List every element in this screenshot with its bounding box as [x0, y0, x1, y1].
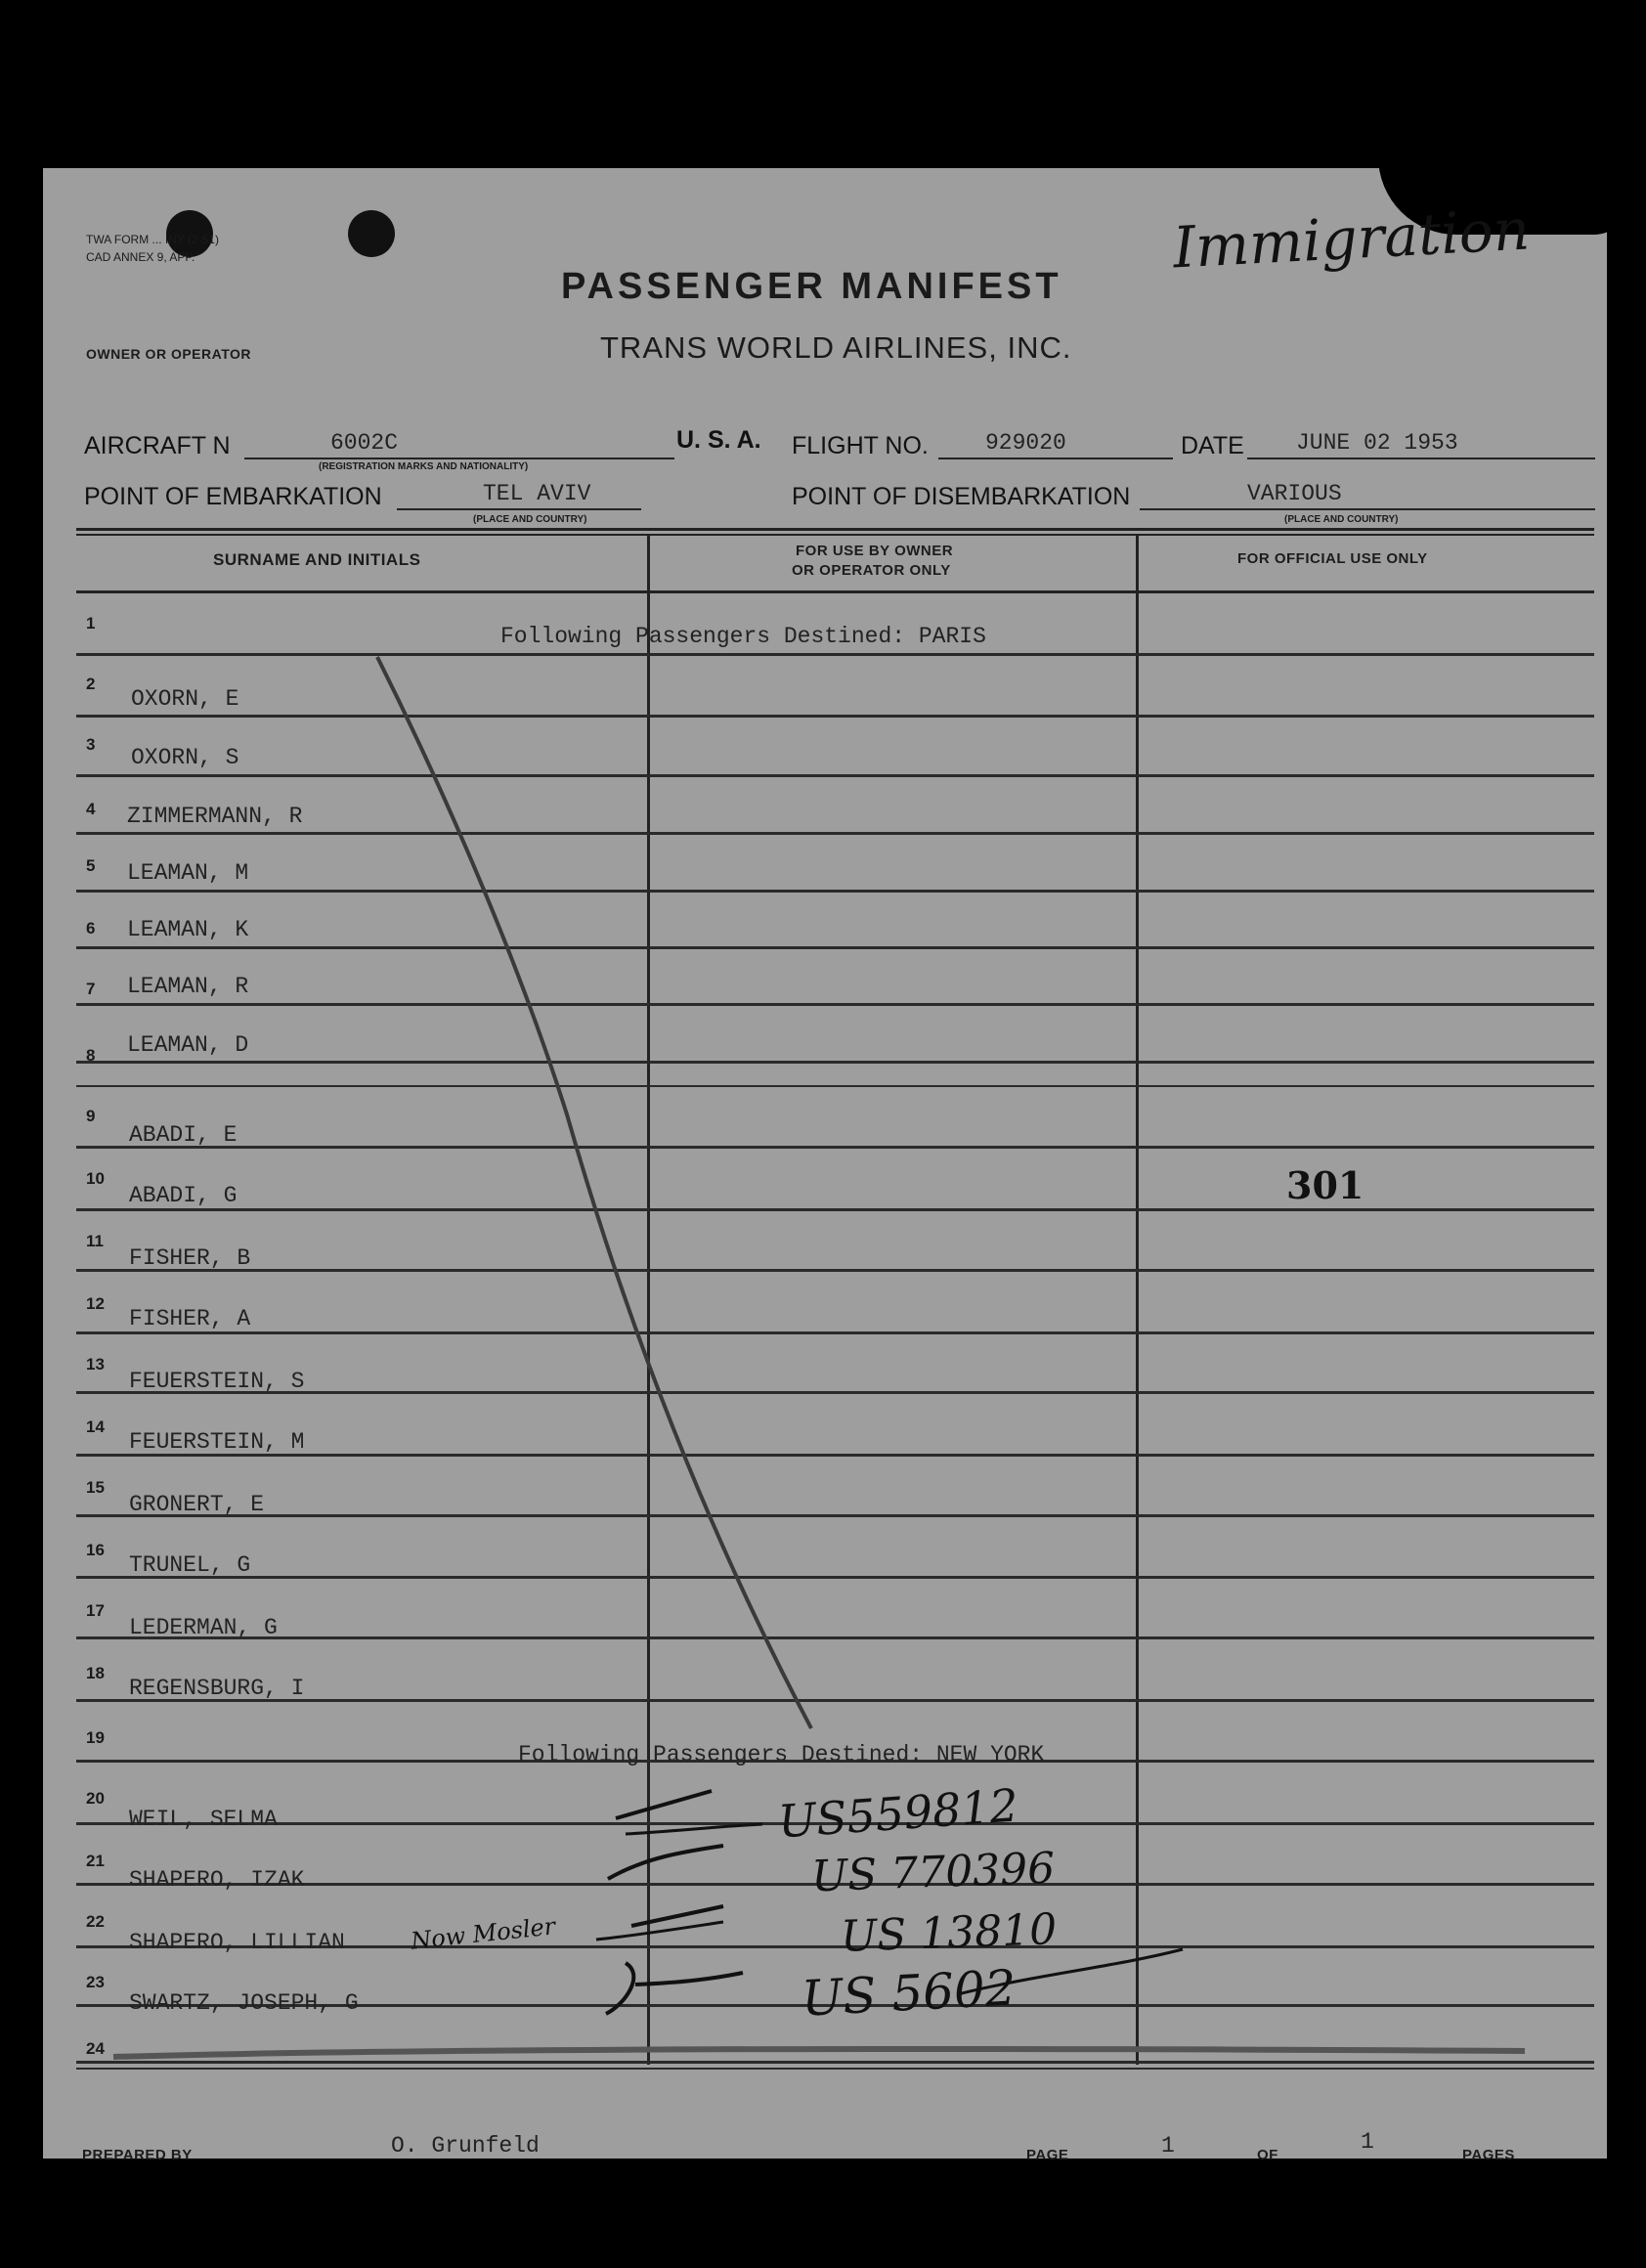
row-number: 17: [86, 1601, 105, 1620]
row-number: 7: [86, 980, 96, 998]
pages-label: PAGES: [1462, 2147, 1515, 2163]
row-number: 1: [86, 614, 96, 632]
page-label: PAGE: [1026, 2147, 1069, 2163]
passenger-name: SHAPERO, LILLIAN: [129, 1930, 345, 1955]
passenger-name: LEAMAN, K: [127, 917, 249, 942]
prepared-by-label: PREPARED BY: [82, 2147, 193, 2163]
date-label: DATE: [1181, 432, 1244, 459]
aircraft-label: AIRCRAFT N: [84, 432, 231, 459]
passenger-name: TRUNEL, G: [129, 1552, 251, 1578]
handwritten-passport-number: US 5602: [800, 1959, 1018, 2028]
check-mark: [608, 1846, 723, 1879]
row-number: 22: [86, 1912, 105, 1931]
handwritten-passport-number: US 13810: [840, 1904, 1059, 1962]
col-surname: SURNAME AND INITIALS: [213, 550, 421, 569]
of-value: 1: [1361, 2129, 1374, 2155]
row-number: 2: [86, 675, 96, 693]
check-mark: [616, 1791, 712, 1818]
passenger-name: LEAMAN, D: [127, 1032, 249, 1058]
row-number: 10: [86, 1169, 105, 1188]
row-number: 6: [86, 919, 96, 938]
passenger-name: ZIMMERMANN, R: [127, 804, 303, 829]
handwritten-passport-number: US 770396: [810, 1843, 1057, 1902]
row-number: 23: [86, 1973, 105, 1991]
passenger-name: FISHER, A: [129, 1306, 251, 1331]
row-number: 9: [86, 1107, 96, 1125]
row-number: 24: [86, 2039, 105, 2058]
embark-sub: (PLACE AND COUNTRY): [473, 514, 587, 525]
disembark-label: POINT OF DISEMBARKATION: [792, 483, 1131, 510]
passenger-name: REGENSBURG, I: [129, 1676, 305, 1701]
row-number: 13: [86, 1355, 105, 1374]
row-number: 19: [86, 1728, 105, 1747]
strike-line: [958, 1949, 1183, 1994]
check-mark: [596, 1922, 723, 1940]
passenger-name: OXORN, E: [131, 686, 239, 712]
cad-annex: CAD ANNEX 9, APP.: [86, 250, 195, 264]
page-value: 1: [1161, 2133, 1175, 2159]
immigration-annotation: Immigration: [1171, 196, 1532, 282]
official-number-stamp: 301: [1286, 1163, 1364, 1207]
row-number: 21: [86, 1852, 105, 1870]
passenger-name: ABADI, E: [129, 1122, 238, 1148]
diagonal-pen-line: [377, 657, 811, 1728]
airline-name: TRANS WORLD AIRLINES, INC.: [600, 330, 1072, 365]
embark-label: POINT OF EMBARKATION: [84, 483, 382, 510]
row-number: 11: [86, 1232, 104, 1250]
check-mark: [626, 1824, 762, 1834]
col-owner-2: OR OPERATOR ONLY: [792, 562, 951, 579]
row-number: 18: [86, 1664, 105, 1682]
passenger-name: ABADI, G: [129, 1183, 238, 1208]
passenger-name: SHAPERO, IZAK: [129, 1867, 305, 1893]
flight-label: FLIGHT NO.: [792, 432, 929, 459]
disembark-value: VARIOUS: [1247, 481, 1342, 506]
passenger-name: FEUERSTEIN, S: [129, 1369, 305, 1394]
passenger-name: OXORN, S: [131, 745, 239, 770]
passenger-name: FEUERSTEIN, M: [129, 1429, 305, 1455]
row-number: 12: [86, 1294, 105, 1313]
destination-note-new-york: Following Passengers Destined: NEW YORK: [518, 1742, 1045, 1767]
passenger-name: LEAMAN, R: [127, 974, 249, 999]
row-number: 4: [86, 800, 96, 818]
row-number: 3: [86, 735, 96, 754]
row-number: 5: [86, 856, 96, 875]
aircraft-value: 6002C: [330, 430, 399, 456]
destination-note-paris: Following Passengers Destined: PARIS: [500, 624, 986, 649]
row-number: 8: [86, 1046, 96, 1065]
handwritten-passport-number: US559812: [776, 1778, 1020, 1849]
col-owner-1: FOR USE BY OWNER: [796, 543, 954, 559]
row24-cancel-line: [113, 2049, 1525, 2057]
passenger-name: LEDERMAN, G: [129, 1615, 278, 1640]
date-value: JUNE 02 1953: [1296, 430, 1458, 456]
passenger-name: GRONERT, E: [129, 1492, 265, 1517]
country-label: U. S. A.: [676, 426, 761, 454]
embark-value: TEL AVIV: [483, 481, 591, 506]
row-number: 14: [86, 1418, 105, 1436]
manifest-title: PASSENGER MANIFEST: [561, 266, 1062, 307]
row-number: 20: [86, 1789, 105, 1808]
row-number: 16: [86, 1541, 105, 1559]
passenger-name: SWARTZ, JOSEPH, G: [129, 1990, 359, 2016]
prepared-by-value: O. Grunfeld: [391, 2133, 540, 2159]
initials-mark: [606, 1963, 743, 2014]
passenger-name: FISHER, B: [129, 1245, 251, 1271]
owner-label: OWNER OR OPERATOR: [86, 346, 251, 362]
disembark-sub: (PLACE AND COUNTRY): [1284, 514, 1399, 525]
name-change-note: Now Mosler: [409, 1912, 557, 1955]
form-code: TWA FORM ... INY (2-51): [86, 233, 220, 246]
aircraft-sub: (REGISTRATION MARKS AND NATIONALITY): [319, 461, 529, 472]
passenger-name: LEAMAN, M: [127, 860, 249, 886]
col-official: FOR OFFICIAL USE ONLY: [1237, 550, 1428, 567]
of-label: OF: [1257, 2147, 1278, 2163]
row-number: 15: [86, 1478, 105, 1497]
passenger-name: WEIL, SELMA: [129, 1807, 278, 1832]
flight-value: 929020: [985, 430, 1066, 456]
